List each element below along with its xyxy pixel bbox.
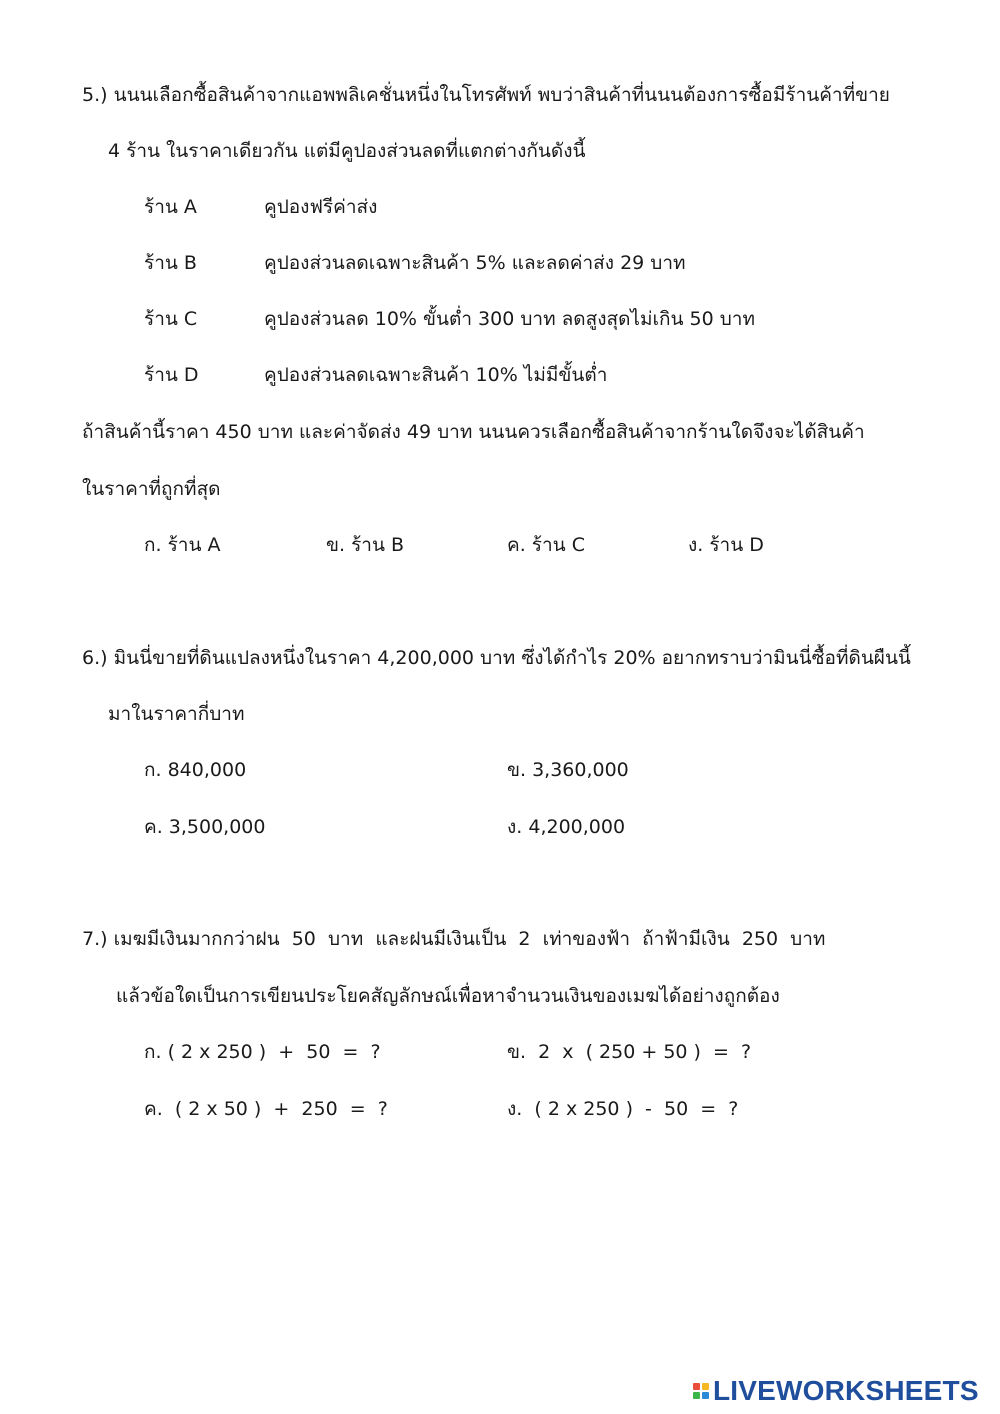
q5-question-line-2: 4 ร้าน ในราคาเดียวกัน แต่มีคูปองส่วนลดที่แตกต่างกันดังนี้: [108, 140, 586, 162]
liveworksheets-logo-icon: [693, 1383, 709, 1399]
q5-question-line-4: ในราคาที่ถูกที่สุด: [82, 478, 221, 500]
q7-option-d[interactable]: ง. ( 2 x 250 ) - 50 = ?: [507, 1098, 739, 1120]
q7-option-b[interactable]: ข. 2 x ( 250 + 50 ) = ?: [507, 1041, 752, 1063]
q6-question-line-2: มาในราคากี่บาท: [108, 703, 245, 725]
q5-option-c[interactable]: ค. ร้าน C: [507, 534, 585, 556]
q6-option-b[interactable]: ข. 3,360,000: [507, 759, 629, 781]
q7-option-c[interactable]: ค. ( 2 x 50 ) + 250 = ?: [144, 1098, 388, 1120]
q7-question-line-1: 7.) เมฆมีเงินมากกว่าฝน 50 บาท และฝนมีเงินเป็น 2 เท่าของฟ้า ถ้าฟ้ามีเงิน 250 บาท: [82, 928, 826, 950]
q5-shop-a-name: ร้าน A: [144, 196, 197, 218]
q5-option-a[interactable]: ก. ร้าน A: [144, 534, 221, 556]
q5-option-b[interactable]: ข. ร้าน B: [326, 534, 405, 556]
q5-shop-d-coupon: คูปองส่วนลดเฉพาะสินค้า 10% ไม่มีขั้นต่ำ: [264, 364, 608, 386]
q6-option-d[interactable]: ง. 4,200,000: [507, 816, 626, 838]
q6-option-c[interactable]: ค. 3,500,000: [144, 816, 266, 838]
liveworksheets-logo-text: LIVEWORKSHEETS: [713, 1375, 979, 1406]
q5-shop-c-coupon: คูปองส่วนลด 10% ขั้นต่ำ 300 บาท ลดสูงสุดไม่เกิน 50 บาท: [264, 308, 755, 330]
q5-option-d[interactable]: ง. ร้าน D: [688, 534, 764, 556]
liveworksheets-logo: [693, 1376, 979, 1406]
q7-question-line-2: แล้วข้อใดเป็นการเขียนประโยคสัญลักษณ์เพื่อหาจำนวนเงินของเมฆได้อย่างถูกต้อง: [116, 985, 780, 1007]
q6-option-a[interactable]: ก. 840,000: [144, 759, 247, 781]
q6-question-line-1: 6.) มินนี่ขายที่ดินแปลงหนึ่งในราคา 4,200,000 บาท ซึ่งได้กำไร 20% อยากทราบว่ามินนี่ซื้อที่ดินผืนนี้: [82, 647, 911, 669]
q5-shop-b-coupon: คูปองส่วนลดเฉพาะสินค้า 5% และลดค่าส่ง 29 บาท: [264, 252, 686, 274]
q5-shop-b-name: ร้าน B: [144, 252, 197, 274]
q7-option-a[interactable]: ก. ( 2 x 250 ) + 50 = ?: [144, 1041, 381, 1063]
q5-shop-d-name: ร้าน D: [144, 364, 199, 386]
q5-shop-a-coupon: คูปองฟรีค่าส่ง: [264, 196, 378, 218]
q5-question-line-3: ถ้าสินค้านี้ราคา 450 บาท และค่าจัดส่ง 49 บาท นนนควรเลือกซื้อสินค้าจากร้านใดจึงจะได้สินค้า: [82, 421, 865, 443]
q5-question-line-1: 5.) นนนเลือกซื้อสินค้าจากแอพพลิเคชั่นหนึ่งในโทรศัพท์ พบว่าสินค้าที่นนนต้องการซื้อมีร้านค้าที่ขาย: [82, 84, 890, 106]
q5-shop-c-name: ร้าน C: [144, 308, 198, 330]
